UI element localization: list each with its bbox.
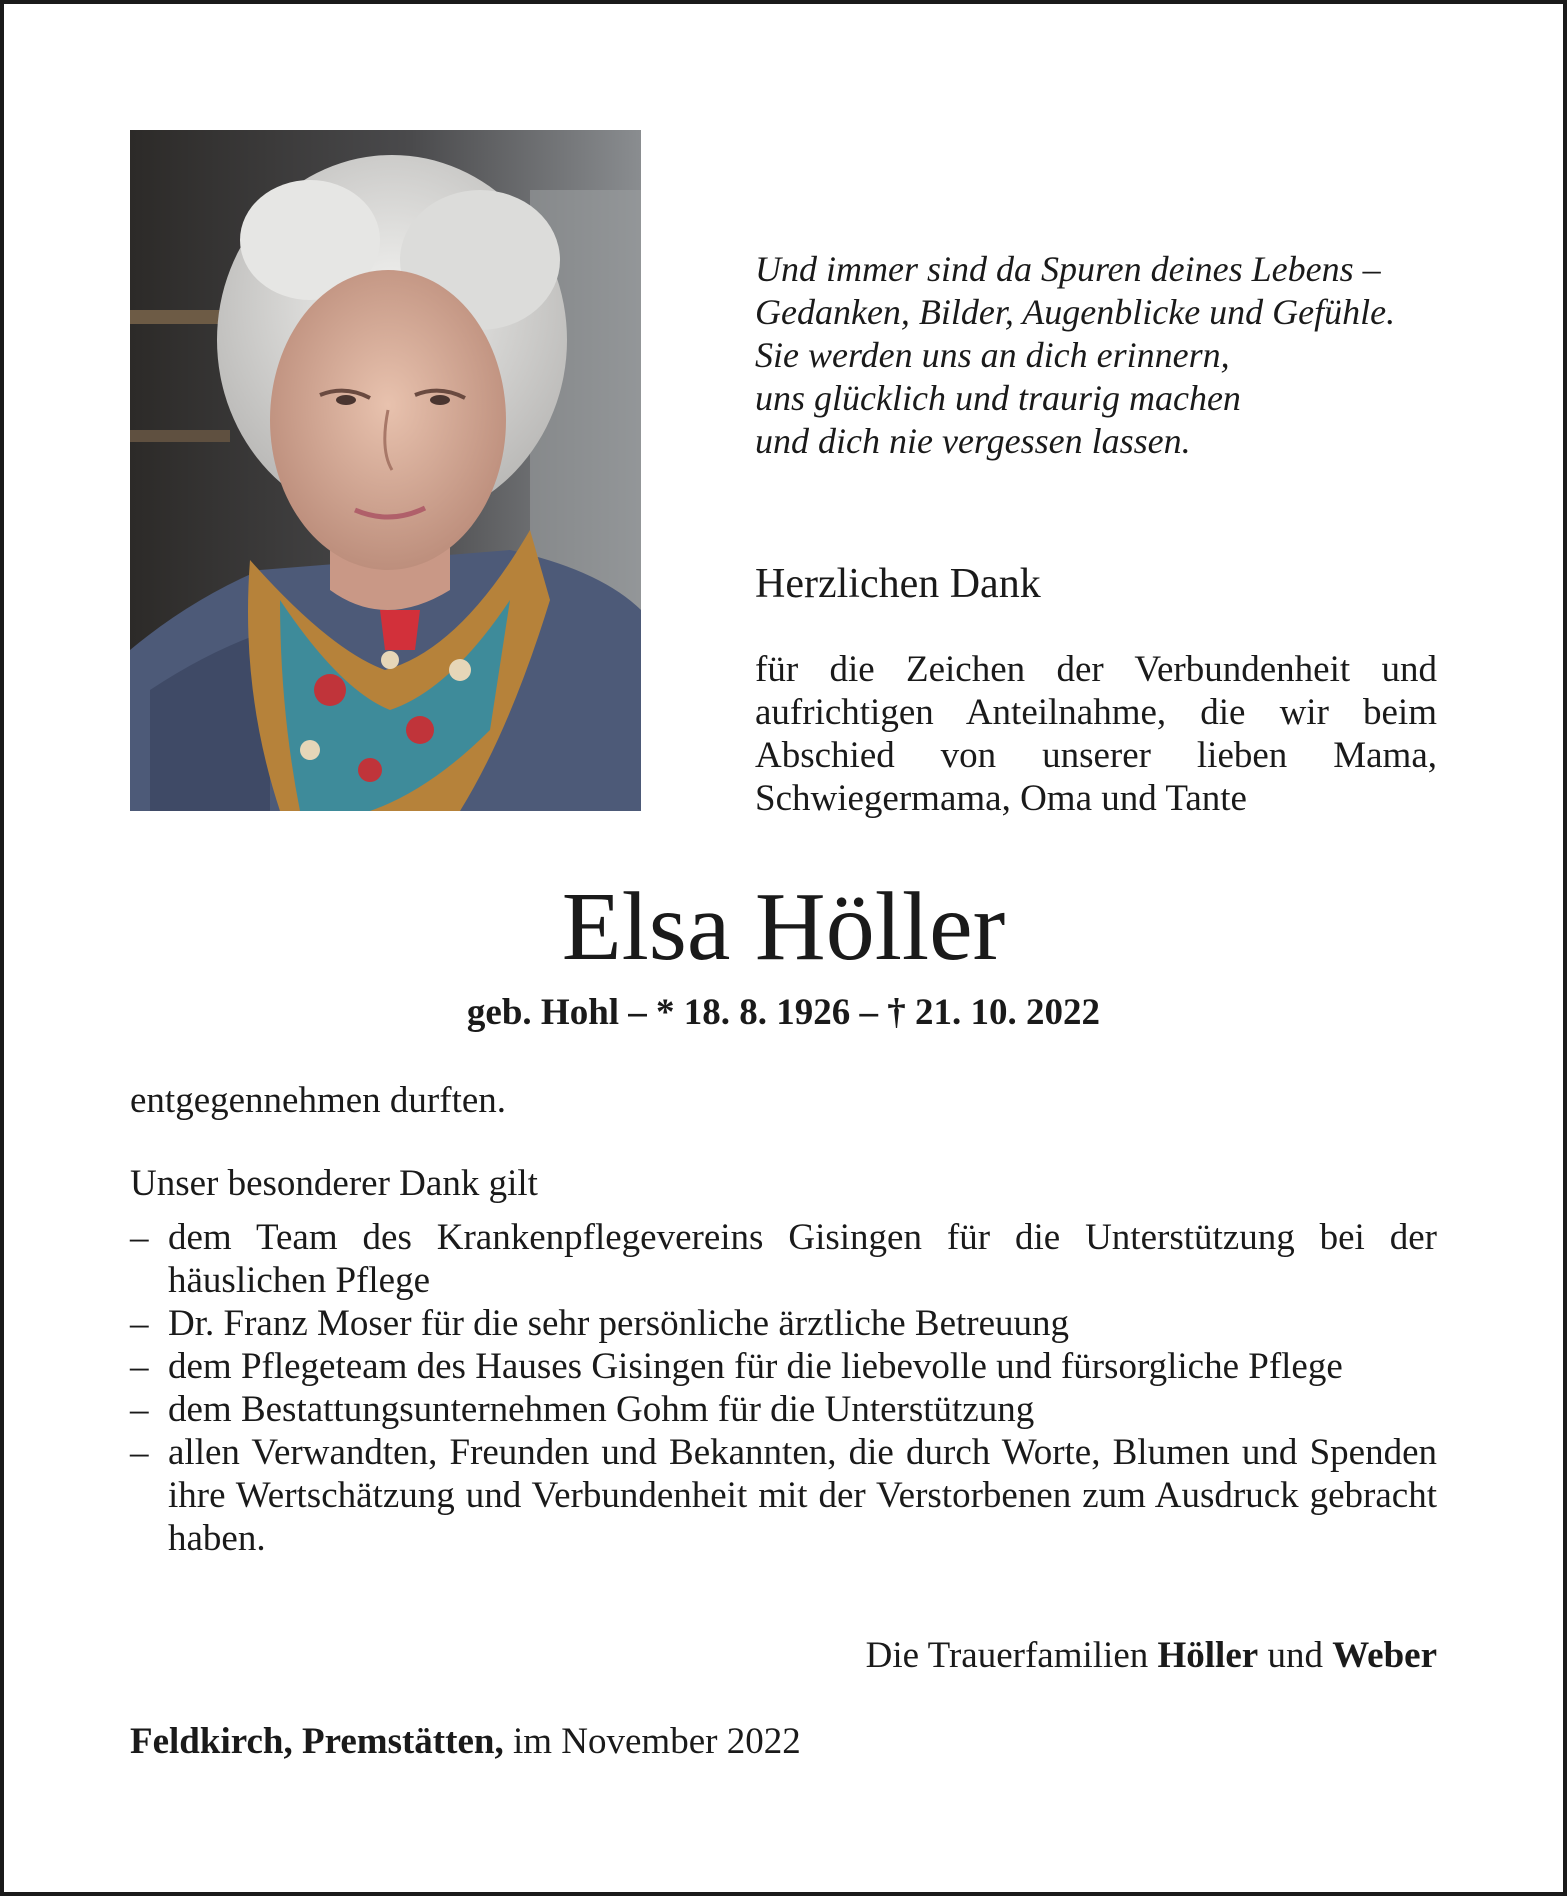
- list-item: [130, 1388, 1437, 1431]
- family-name-2: Weber: [1332, 1635, 1437, 1676]
- places: Feldkirch, Premstätten,: [130, 1721, 504, 1762]
- thanks-body: für die Zeichen der Verbundenheit und aufrichtigen Anteilnahme, die wir beim Abschied von unserer lieben Mama, Schwiegermama, Oma und Tante: [755, 649, 1437, 819]
- list-item-text: dem Bestattungsunternehmen Gohm für die Unterstützung: [168, 1389, 1035, 1430]
- received-text: entgegennehmen durften.: [130, 1080, 507, 1121]
- poem-line: Sie werden uns an dich erinnern,: [755, 335, 1230, 375]
- thanks-heading: Herzlichen Dank: [755, 561, 1041, 607]
- list-item: [130, 1345, 1437, 1388]
- memorial-poem: [755, 248, 1475, 463]
- portrait-photo: [130, 130, 641, 811]
- place-and-date: [130, 1719, 801, 1765]
- special-thanks-list: [130, 1216, 1437, 1560]
- list-item-text: dem Pflegeteam des Hauses Gisingen für die liebevolle und fürsorgliche Pflege: [168, 1346, 1343, 1387]
- poem-line: Und immer sind da Spuren deines Lebens –: [755, 249, 1381, 289]
- list-dash: –: [130, 1432, 149, 1473]
- list-dash: –: [130, 1217, 149, 1258]
- list-item-text: Dr. Franz Moser für die sehr persönliche ärztliche Betreuung: [168, 1303, 1070, 1344]
- date: im November 2022: [512, 1721, 801, 1762]
- list-dash: –: [130, 1389, 149, 1430]
- family-signature: [700, 1633, 1437, 1679]
- signature-connector: und: [1267, 1635, 1323, 1676]
- list-dash: –: [130, 1303, 149, 1344]
- poem-line: und dich nie vergessen lassen.: [755, 421, 1191, 461]
- special-thanks-intro: Unser besonderer Dank gilt: [130, 1163, 538, 1204]
- list-item-text: allen Verwandten, Freunden und Bekannten, die durch Worte, Blumen und Spenden ihre Wertschätzung und Verbundenheit mit der Verstorbenen zum Ausdruck gebracht haben.: [168, 1432, 1437, 1559]
- signature-prefix: Die Trauerfamilien: [865, 1635, 1149, 1676]
- list-dash: –: [130, 1346, 149, 1387]
- family-name-1: Höller: [1157, 1635, 1259, 1676]
- list-item: [130, 1431, 1437, 1560]
- poem-line: uns glücklich und traurig machen: [755, 378, 1241, 418]
- deceased-name: Elsa Höller: [561, 873, 1006, 981]
- list-item-text: dem Team des Krankenpflegevereins Gisingen für die Unterstützung bei der häuslichen Pflege: [168, 1217, 1437, 1301]
- list-item: [130, 1216, 1437, 1302]
- deceased-dates: geb. Hohl – * 18. 8. 1926 – † 21. 10. 2022: [466, 992, 1101, 1033]
- list-item: [130, 1302, 1437, 1345]
- poem-line: Gedanken, Bilder, Augenblicke und Gefühle.: [755, 292, 1396, 332]
